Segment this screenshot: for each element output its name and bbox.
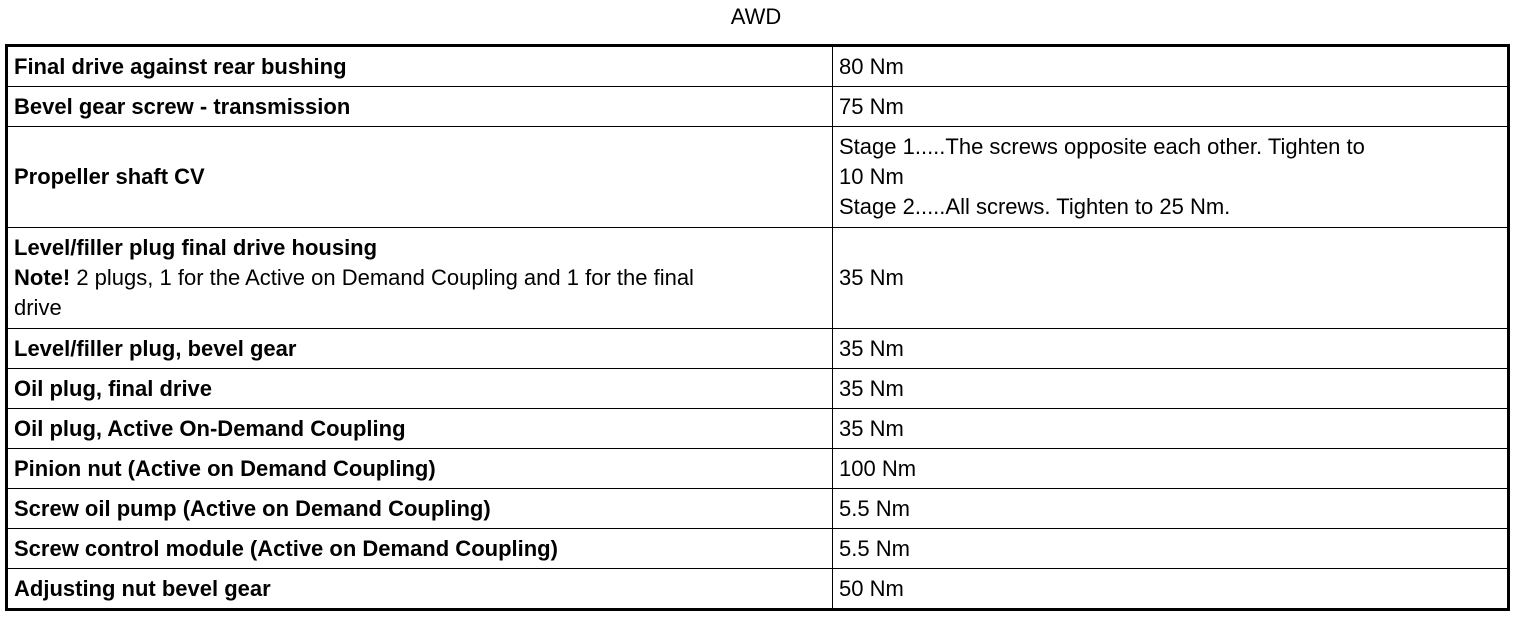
note-text: 2 plugs, 1 for the Active on Demand Coupling and 1 for the final bbox=[70, 265, 694, 290]
component-cell: Level/filler plug, bevel gear bbox=[7, 329, 833, 369]
table-row bbox=[7, 409, 1509, 449]
component-cell: Bevel gear screw - transmission bbox=[7, 87, 833, 127]
table-row bbox=[7, 46, 1509, 87]
note-label: Note! bbox=[14, 265, 71, 290]
component-cell: Propeller shaft CV bbox=[7, 127, 833, 228]
table-row bbox=[7, 329, 1509, 369]
torque-value-line: 10 Nm bbox=[839, 164, 904, 189]
torque-value-cell: 35 Nm bbox=[833, 228, 1509, 329]
torque-value-cell: 35 Nm bbox=[833, 409, 1509, 449]
component-cell: Oil plug, final drive bbox=[7, 369, 833, 409]
table-row bbox=[7, 449, 1509, 489]
component-cell: Final drive against rear bushing bbox=[7, 46, 833, 87]
torque-value-cell: 5.5 Nm bbox=[833, 489, 1509, 529]
component-cell: Oil plug, Active On-Demand Coupling bbox=[7, 409, 833, 449]
torque-value-line: Stage 1.....The screws opposite each other. Tighten to bbox=[839, 134, 1365, 159]
page-title: AWD bbox=[730, 4, 782, 29]
torque-value-cell bbox=[833, 127, 1509, 228]
component-cell bbox=[7, 228, 833, 329]
table-row bbox=[7, 87, 1509, 127]
torque-value-line: Stage 2.....All screws. Tighten to 25 Nm. bbox=[839, 194, 1231, 219]
component-label: Level/filler plug final drive housing bbox=[14, 235, 378, 260]
torque-value-cell: 50 Nm bbox=[833, 569, 1509, 610]
component-cell: Adjusting nut bevel gear bbox=[7, 569, 833, 610]
torque-value-cell: 5.5 Nm bbox=[833, 529, 1509, 569]
table-row bbox=[7, 529, 1509, 569]
torque-value-cell: 100 Nm bbox=[833, 449, 1509, 489]
table-row bbox=[7, 127, 1509, 228]
table-row bbox=[7, 489, 1509, 529]
component-cell: Screw control module (Active on Demand Coupling) bbox=[7, 529, 833, 569]
torque-value-cell: 35 Nm bbox=[833, 369, 1509, 409]
torque-value-cell: 80 Nm bbox=[833, 46, 1509, 87]
table-row bbox=[7, 369, 1509, 409]
component-cell: Screw oil pump (Active on Demand Coupling) bbox=[7, 489, 833, 529]
torque-value-cell: 75 Nm bbox=[833, 87, 1509, 127]
table-row bbox=[7, 569, 1509, 610]
torque-value-cell: 35 Nm bbox=[833, 329, 1509, 369]
torque-spec-table bbox=[5, 44, 1510, 611]
note-line-continued: drive bbox=[14, 295, 62, 320]
component-cell: Pinion nut (Active on Demand Coupling) bbox=[7, 449, 833, 489]
note-line bbox=[14, 263, 826, 293]
table-row bbox=[7, 228, 1509, 329]
